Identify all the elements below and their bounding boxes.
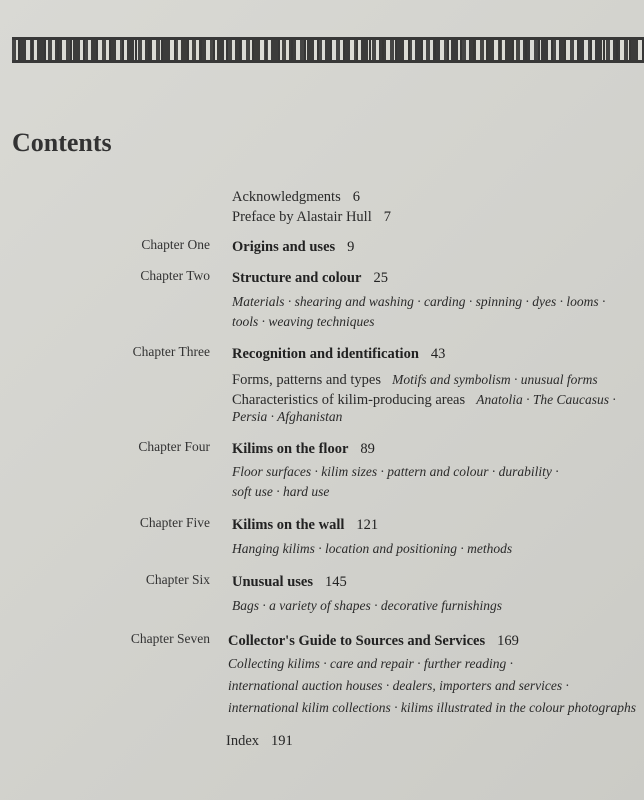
chapter-four-topics-line-1: Floor surfaces · kilim sizes · pattern and colour · durability · bbox=[232, 464, 559, 479]
chapter-five-topics-line-1: Hanging kilims · location and positioning · methods bbox=[232, 541, 513, 556]
chapter-seven-topics-line-1: Collecting kilims · care and repair · further reading · bbox=[228, 656, 513, 671]
front-item-page: 7 bbox=[383, 209, 391, 225]
front-item-page: 6 bbox=[352, 189, 360, 205]
chapter-six-topics-line-1: Bags · a variety of shapes · decorative furnishings bbox=[232, 598, 502, 613]
chapter-two-label: Chapter Two bbox=[140, 268, 210, 283]
chapter-two-topics-line-1: Materials · shearing and washing · carding · spinning · dyes · looms · bbox=[232, 294, 606, 309]
chapter-title: Kilims on the wall bbox=[232, 517, 345, 533]
chapter-five-heading bbox=[232, 514, 378, 534]
chapter-title: Origins and uses bbox=[232, 239, 336, 255]
chapter-two-heading bbox=[232, 267, 388, 287]
chapter-page: 121 bbox=[356, 517, 379, 533]
chapter-three-topics-line-3: Persia · Afghanistan bbox=[232, 409, 343, 424]
front-item-label: Acknowledgments bbox=[232, 189, 341, 205]
chapter-title: Kilims on the floor bbox=[232, 441, 349, 457]
chapter-title: Structure and colour bbox=[232, 270, 362, 286]
index-page: 191 bbox=[271, 733, 293, 749]
page-title: Contents bbox=[12, 128, 112, 157]
chapter-seven-label: Chapter Seven bbox=[130, 631, 210, 646]
chapter-four-label: Chapter Four bbox=[138, 439, 210, 454]
chapter-two-topics-line-2: tools · weaving techniques bbox=[232, 314, 375, 329]
chapter-four-heading bbox=[232, 438, 375, 458]
chapter-three-label: Chapter Three bbox=[132, 344, 210, 359]
topic-heading: Forms, patterns and types bbox=[232, 372, 382, 388]
decorative-kilim-border bbox=[12, 37, 644, 63]
chapter-one-heading bbox=[232, 236, 354, 256]
chapter-six-label: Chapter Six bbox=[145, 572, 210, 587]
chapter-six-heading bbox=[232, 571, 347, 591]
chapter-seven-heading bbox=[228, 630, 519, 650]
chapter-title: Unusual uses bbox=[232, 574, 313, 590]
index-entry bbox=[226, 730, 293, 750]
topic-items: Anatolia · The Caucasus · bbox=[476, 392, 616, 407]
chapter-page: 169 bbox=[497, 633, 519, 649]
chapter-page: 145 bbox=[325, 574, 347, 590]
chapter-page: 43 bbox=[430, 346, 446, 362]
front-item-acknowledgments bbox=[232, 186, 360, 206]
chapter-title: Recognition and identification bbox=[232, 346, 419, 362]
chapter-three-topics-line-2 bbox=[232, 389, 616, 409]
chapter-page: 89 bbox=[360, 441, 375, 457]
topic-heading: Characteristics of kilim-producing areas bbox=[232, 392, 466, 408]
front-item-preface bbox=[232, 206, 391, 226]
chapter-three-topics-line-1 bbox=[232, 369, 598, 389]
chapter-page: 9 bbox=[347, 239, 355, 255]
chapter-four-topics-line-2: soft use · hard use bbox=[232, 484, 330, 499]
front-item-label: Preface by Alastair Hull bbox=[232, 209, 372, 225]
chapter-five-label: Chapter Five bbox=[139, 515, 210, 530]
topic-items: Motifs and symbolism · unusual forms bbox=[392, 372, 598, 387]
chapter-title: Collector's Guide to Sources and Services bbox=[228, 633, 486, 649]
index-label: Index bbox=[226, 733, 260, 749]
chapter-page: 25 bbox=[373, 270, 388, 286]
chapter-seven-topics-line-3: international kilim collections · kilims illustrated in the colour photographs bbox=[228, 700, 636, 715]
chapter-one-label: Chapter One bbox=[141, 237, 210, 252]
chapter-seven-topics-line-2: international auction houses · dealers, importers and services · bbox=[228, 678, 569, 693]
chapter-three-heading bbox=[232, 343, 445, 363]
